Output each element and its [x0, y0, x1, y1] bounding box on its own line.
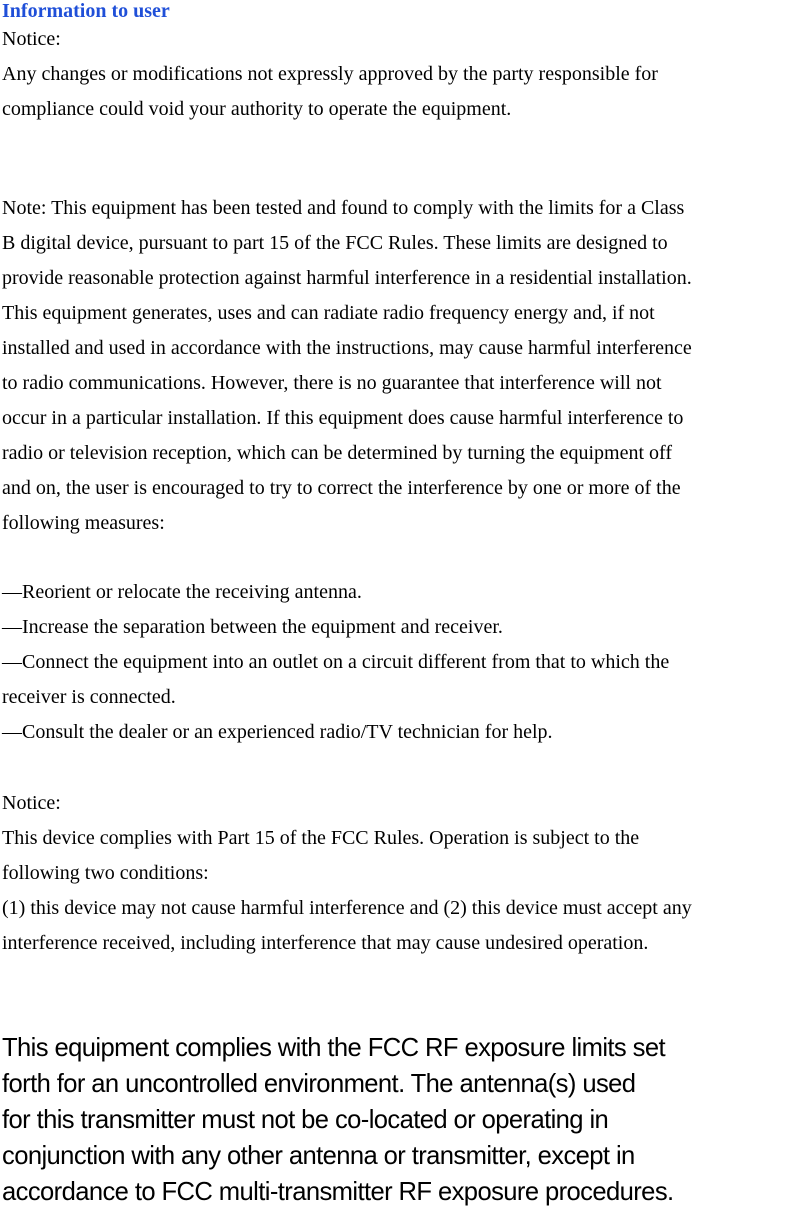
measure-item: —Consult the dealer or an experienced radio/TV technician for help. — [2, 721, 553, 743]
notice-label: Notice: — [2, 28, 61, 50]
note-line: and on, the user is encouraged to try to correct the interference by one or more of the — [2, 477, 681, 499]
notice-section-2 — [2, 786, 810, 961]
document-body — [2, 0, 810, 961]
note-line: following measures: — [2, 512, 165, 534]
notice-line: compliance could void your authority to operate the equipment. — [2, 98, 512, 120]
note-line: provide reasonable protection against harmful interference in a residential installation. — [2, 267, 692, 289]
spacer — [2, 127, 810, 189]
rf-exposure-line: accordance to FCC multi-transmitter RF exposure procedures. — [2, 1178, 674, 1206]
measure-item: —Increase the separation between the equipment and receiver. — [2, 616, 503, 638]
notice-line: following two conditions: — [2, 862, 209, 884]
note-section — [2, 191, 810, 541]
notice-section-1 — [2, 22, 810, 127]
measure-item: —Connect the equipment into an outlet on a circuit different from that to which the — [2, 651, 670, 673]
document-heading: Information to user — [2, 0, 170, 22]
notice-line: interference received, including interference that may cause undesired operation. — [2, 932, 649, 954]
measure-item: —Reorient or relocate the receiving antenna. — [2, 581, 362, 603]
spacer — [2, 750, 810, 786]
rf-exposure-line: conjunction with any other antenna or transmitter, except in — [2, 1142, 635, 1170]
rf-exposure-line: This equipment complies with the FCC RF exposure limits set — [2, 1034, 665, 1062]
notice-line: (1) this device may not cause harmful interference and (2) this device must accept any — [2, 897, 692, 919]
note-line: to radio communications. However, there is no guarantee that interference will not — [2, 372, 662, 394]
note-line: occur in a particular installation. If this equipment does cause harmful interference to — [2, 407, 684, 429]
notice-line: This device complies with Part 15 of the FCC Rules. Operation is subject to the — [2, 827, 640, 849]
note-line: This equipment generates, uses and can radiate radio frequency energy and, if not — [2, 302, 655, 324]
notice-label: Notice: — [2, 792, 61, 814]
measures-list — [2, 575, 810, 750]
note-line: radio or television reception, which can be determined by turning the equipment off — [2, 442, 672, 464]
rf-exposure-line: for this transmitter must not be co-located or operating in — [2, 1106, 609, 1134]
measure-item-continued: receiver is connected. — [2, 686, 176, 708]
note-line: installed and used in accordance with the instructions, may cause harmful interference — [2, 337, 692, 359]
note-line: B digital device, pursuant to part 15 of the FCC Rules. These limits are designed to — [2, 232, 668, 254]
rf-exposure-statement — [2, 1030, 810, 1210]
notice-line: Any changes or modifications not expressly approved by the party responsible for — [2, 63, 658, 85]
rf-exposure-line: forth for an uncontrolled environment. The antenna(s) used — [2, 1070, 636, 1098]
note-line: Note: This equipment has been tested and found to comply with the limits for a Class — [2, 197, 685, 219]
spacer — [2, 541, 810, 575]
